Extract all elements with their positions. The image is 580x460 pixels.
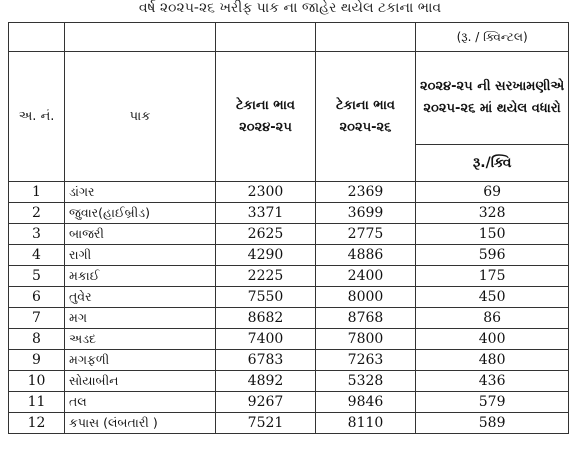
price-2025-26-cell: 7800: [316, 329, 416, 350]
serial-header: અ. નં.: [9, 52, 65, 182]
increase-cell: 69: [416, 182, 569, 203]
price-2024-25-cell: 2625: [216, 224, 316, 245]
serial-cell: 1: [9, 182, 65, 203]
price-2024-25-cell: 7550: [216, 287, 316, 308]
crop-cell: તલ: [65, 392, 216, 413]
increase-cell: 579: [416, 392, 569, 413]
price-2024-25-header-line1: ટેકાના ભાવ: [235, 97, 295, 113]
price-2025-26-cell: 2400: [316, 266, 416, 287]
increase-header-line1: ૨૦૨૪-૨૫ ની સરખામણીએ: [420, 79, 565, 94]
page-title: વર્ષ ૨૦૨૫-૨૬ ખરીફ પાક ના જાહેર થયેલ ટકાના ભાવ: [138, 0, 442, 16]
crop-cell: અડદ: [65, 329, 216, 350]
price-2024-25-cell: 9267: [216, 392, 316, 413]
price-2025-26-cell: 5328: [316, 371, 416, 392]
unit-label: (રૂ. / ક્વિન્ટલ): [416, 23, 569, 52]
serial-cell: 9: [9, 350, 65, 371]
price-2024-25-cell: 2300: [216, 182, 316, 203]
crop-cell: તુવેર: [65, 287, 216, 308]
price-2025-26-header-line1: ટેકાના ભાવ: [335, 97, 395, 113]
price-2025-26-cell: 2775: [316, 224, 416, 245]
increase-cell: 596: [416, 245, 569, 266]
serial-cell: 4: [9, 245, 65, 266]
price-2025-26-cell: 3699: [316, 203, 416, 224]
price-2025-26-cell: 9846: [316, 392, 416, 413]
price-2025-26-header: [316, 52, 416, 182]
increase-header-line2: ૨૦૨૫-૨૬ માં થયેલ વધારો: [423, 101, 561, 116]
crop-cell: બાજરી: [65, 224, 216, 245]
header-row: [9, 52, 569, 145]
price-2024-25-cell: 7521: [216, 413, 316, 434]
serial-cell: 2: [9, 203, 65, 224]
increase-cell: 175: [416, 266, 569, 287]
price-2024-25-header: [216, 52, 316, 182]
crop-cell: મગફળી: [65, 350, 216, 371]
serial-cell: 10: [9, 371, 65, 392]
increase-cell: 150: [416, 224, 569, 245]
increase-cell: 589: [416, 413, 569, 434]
serial-cell: 3: [9, 224, 65, 245]
unit-row: [9, 23, 569, 52]
price-2025-26-header-line2: ૨૦૨૫-૨૬: [339, 119, 392, 135]
price-2025-26-cell: 4886: [316, 245, 416, 266]
serial-cell: 8: [9, 329, 65, 350]
table-row: [9, 413, 569, 434]
serial-cell: 7: [9, 308, 65, 329]
price-2024-25-cell: 7400: [216, 329, 316, 350]
crop-cell: મકાઈ: [65, 266, 216, 287]
price-2024-25-cell: 3371: [216, 203, 316, 224]
increase-header: [416, 52, 569, 145]
crop-cell: જુવાર(હાઈબ્રીડ): [65, 203, 216, 224]
price-2024-25-cell: 8682: [216, 308, 316, 329]
price-2025-26-cell: 8768: [316, 308, 416, 329]
crop-cell: ડાંગર: [65, 182, 216, 203]
table-row: [9, 392, 569, 413]
serial-cell: 5: [9, 266, 65, 287]
serial-cell: 11: [9, 392, 65, 413]
increase-cell: 480: [416, 350, 569, 371]
increase-cell: 86: [416, 308, 569, 329]
table-row: [9, 203, 569, 224]
table-row: [9, 266, 569, 287]
crop-cell: રાગી: [65, 245, 216, 266]
price-2025-26-cell: 8110: [316, 413, 416, 434]
table-row: [9, 182, 569, 203]
crop-cell: કપાસ (લંબતારી ): [65, 413, 216, 434]
price-2025-26-cell: 2369: [316, 182, 416, 203]
msp-table: [8, 22, 569, 434]
table-row: [9, 245, 569, 266]
increase-cell: 450: [416, 287, 569, 308]
price-2025-26-cell: 8000: [316, 287, 416, 308]
crop-header: પાક: [65, 52, 216, 182]
crop-cell: સોયાબીન: [65, 371, 216, 392]
price-2024-25-cell: 2225: [216, 266, 316, 287]
serial-cell: 12: [9, 413, 65, 434]
table-row: [9, 287, 569, 308]
increase-cell: 400: [416, 329, 569, 350]
price-2024-25-header-line2: ૨૦૨૪-૨૫: [239, 119, 292, 135]
increase-cell: 328: [416, 203, 569, 224]
increase-unit-header: રૂ./ક્વિ: [416, 145, 569, 182]
price-2025-26-cell: 7263: [316, 350, 416, 371]
table-row: [9, 329, 569, 350]
table-row: [9, 350, 569, 371]
serial-cell: 6: [9, 287, 65, 308]
increase-cell: 436: [416, 371, 569, 392]
price-2024-25-cell: 6783: [216, 350, 316, 371]
table-row: [9, 371, 569, 392]
price-2024-25-cell: 4290: [216, 245, 316, 266]
price-2024-25-cell: 4892: [216, 371, 316, 392]
table-row: [9, 224, 569, 245]
crop-cell: મગ: [65, 308, 216, 329]
table-row: [9, 308, 569, 329]
